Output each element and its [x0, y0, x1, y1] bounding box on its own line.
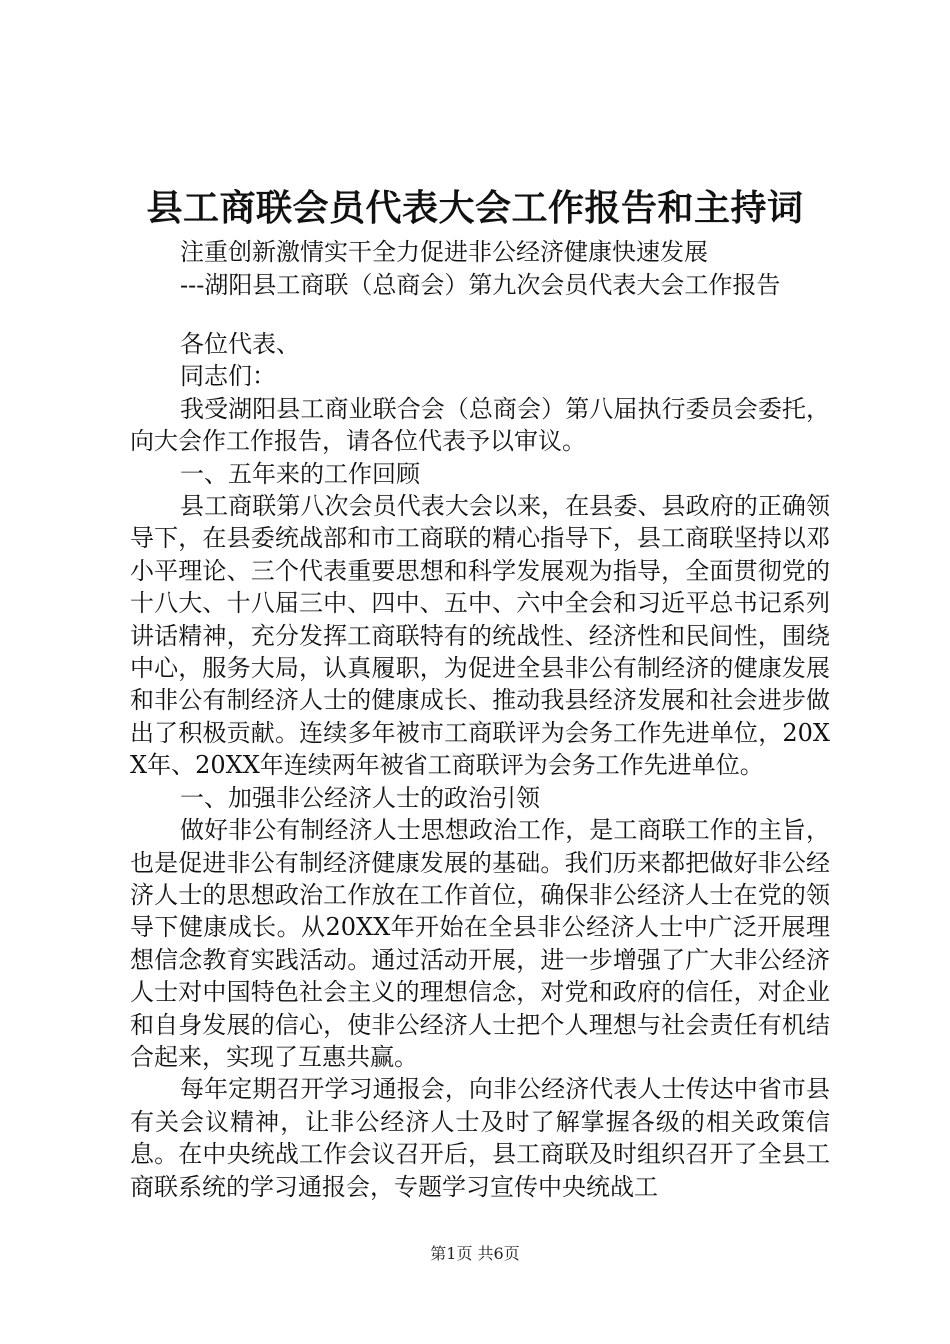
salutation-line2: 同志们：: [180, 362, 276, 391]
page-number-footer: 第1页 共6页: [430, 1244, 520, 1263]
document-subtitle-line1: 注重创新激情实干全力促进非公经济健康快速发展: [180, 238, 708, 266]
body-paragraph: 做好非公有制经济人士思想政治工作，是工商联工作的主旨，也是促进非公有制经济健康发展的基础。我们历来都把做好非公经济人士的思想政治工作放在工作首位，确保非公经济人士在党的领导下健康成长。从20XX年开始在全县非公经济人士中广泛开展理想信念教育实践活动。通过活动开展，进一步增强了广大非公经济人士对中国特色社会主义的理想信念，对党和政府的信任，对企业和自身发展的信心，使非公经济人士把个人理想与社会责任有机结合起来，实现了互惠共赢。: [130, 816, 830, 1071]
body-paragraph: 每年定期召开学习通报会，向非公经济代表人士传达中省市县有关会议精神，让非公经济人士及时了解掌握各级的相关政策信息。在中央统战工作会议召开后，县工商联及时组织召开了全县工商联系统的学习通报会，专题学习宣传中央统战工: [130, 1075, 830, 1201]
body-paragraph: 县工商联第八次会员代表大会以来，在县委、县政府的正确领导下，在县委统战部和市工商联的精心指导下，县工商联坚持以邓小平理论、三个代表重要思想和科学发展观为指导，全面贯彻党的十八大、十八届三中、四中、五中、六中全会和习近平总书记系列讲话精神，充分发挥工商联特有的统战性、经济性和民间性，围绕中心，服务大局，认真履职，为促进全县非公有制经济的健康发展和非公有制经济人士的健康成长、推动我县经济发展和社会进步做出了积极贡献。连续多年被市工商联评为会务工作先进单位，20XX年、20XX年连续两年被省工商联评为会务工作先进单位。: [130, 492, 830, 780]
document-subtitle-line2: ---湖阳县工商联（总商会）第九次会员代表大会工作报告: [180, 271, 781, 299]
salutation-line1: 各位代表、: [180, 330, 300, 358]
section-heading: 一、加强非公经济人士的政治引领: [180, 783, 540, 812]
document-title: 县工商联会员代表大会工作报告和主持词: [146, 187, 804, 229]
document-body: [130, 328, 830, 1203]
section-heading: 一、五年来的工作回顾: [180, 459, 420, 488]
body-paragraph: 我受湖阳县工商业联合会（总商会）第八届执行委员会委托，向大会作工作报告，请各位代表予以审议。: [130, 394, 830, 456]
